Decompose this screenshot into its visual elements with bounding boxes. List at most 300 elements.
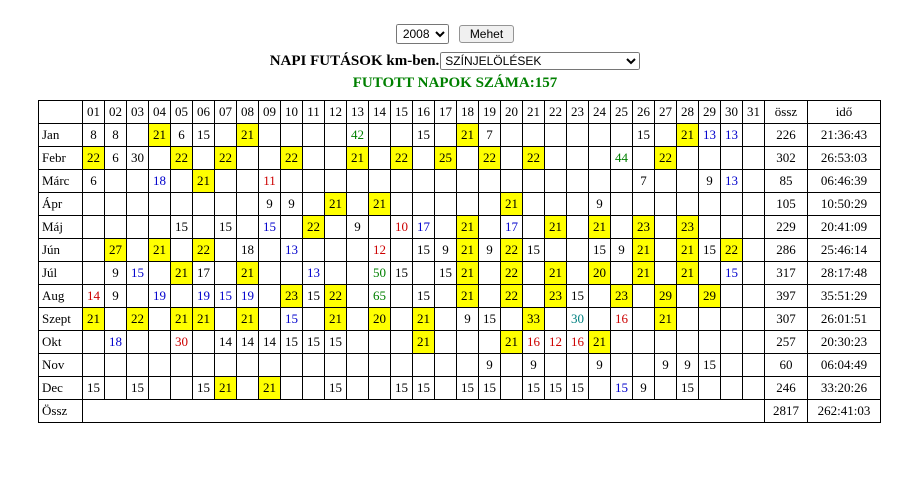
day-cell[interactable] [369,216,391,239]
day-cell[interactable] [105,308,127,331]
day-cell[interactable]: 22 [303,216,325,239]
day-cell[interactable]: 6 [171,124,193,147]
day-cell[interactable] [303,377,325,400]
day-cell[interactable]: 9 [281,193,303,216]
day-cell[interactable]: 9 [523,354,545,377]
day-cell[interactable] [303,308,325,331]
day-cell[interactable]: 21 [413,308,435,331]
day-cell[interactable]: 21 [589,216,611,239]
day-cell[interactable] [347,331,369,354]
day-cell[interactable] [611,216,633,239]
day-cell[interactable] [303,147,325,170]
day-cell[interactable]: 18 [149,170,171,193]
day-cell[interactable]: 30 [567,308,589,331]
day-cell[interactable] [743,262,765,285]
day-cell[interactable] [171,193,193,216]
day-cell[interactable] [523,124,545,147]
day-cell[interactable] [435,285,457,308]
day-cell[interactable]: 27 [105,239,127,262]
day-cell[interactable] [743,377,765,400]
day-cell[interactable] [127,331,149,354]
day-cell[interactable]: 22 [479,147,501,170]
day-cell[interactable] [281,216,303,239]
day-cell[interactable] [611,170,633,193]
day-cell[interactable] [237,377,259,400]
day-cell[interactable]: 30 [127,147,149,170]
day-cell[interactable]: 9 [677,354,699,377]
day-cell[interactable] [347,285,369,308]
day-cell[interactable] [699,147,721,170]
day-cell[interactable]: 18 [105,331,127,354]
day-cell[interactable] [699,377,721,400]
day-cell[interactable]: 22 [721,239,743,262]
day-cell[interactable] [567,124,589,147]
day-cell[interactable]: 7 [633,170,655,193]
day-cell[interactable]: 21 [677,124,699,147]
day-cell[interactable] [545,308,567,331]
day-cell[interactable] [259,308,281,331]
day-cell[interactable] [501,308,523,331]
day-cell[interactable] [435,193,457,216]
day-cell[interactable]: 15 [171,216,193,239]
day-cell[interactable]: 13 [281,239,303,262]
day-cell[interactable]: 15 [303,331,325,354]
day-cell[interactable] [721,308,743,331]
day-cell[interactable] [677,331,699,354]
day-cell[interactable] [83,354,105,377]
day-cell[interactable]: 21 [237,124,259,147]
day-cell[interactable] [743,193,765,216]
day-cell[interactable] [523,216,545,239]
day-cell[interactable]: 19 [193,285,215,308]
day-cell[interactable] [259,262,281,285]
day-cell[interactable]: 15 [281,308,303,331]
day-cell[interactable] [259,239,281,262]
day-cell[interactable]: 15 [721,262,743,285]
day-cell[interactable]: 15 [413,239,435,262]
day-cell[interactable]: 33 [523,308,545,331]
day-cell[interactable] [391,170,413,193]
day-cell[interactable] [105,354,127,377]
day-cell[interactable]: 21 [215,377,237,400]
day-cell[interactable] [149,216,171,239]
day-cell[interactable] [281,377,303,400]
day-cell[interactable] [237,170,259,193]
day-cell[interactable] [347,354,369,377]
day-cell[interactable] [413,354,435,377]
day-cell[interactable]: 9 [347,216,369,239]
day-cell[interactable] [413,147,435,170]
day-cell[interactable]: 15 [413,377,435,400]
day-cell[interactable] [677,170,699,193]
day-cell[interactable] [149,193,171,216]
day-cell[interactable] [567,170,589,193]
day-cell[interactable] [171,285,193,308]
day-cell[interactable] [303,354,325,377]
day-cell[interactable]: 9 [105,285,127,308]
day-cell[interactable] [677,285,699,308]
day-cell[interactable]: 21 [193,308,215,331]
day-cell[interactable]: 44 [611,147,633,170]
day-cell[interactable]: 11 [259,170,281,193]
day-cell[interactable] [457,170,479,193]
day-cell[interactable] [325,147,347,170]
day-cell[interactable] [171,170,193,193]
day-cell[interactable] [83,239,105,262]
day-cell[interactable] [655,239,677,262]
day-cell[interactable]: 50 [369,262,391,285]
day-cell[interactable] [149,262,171,285]
day-cell[interactable]: 20 [369,308,391,331]
day-cell[interactable]: 15 [391,262,413,285]
day-cell[interactable] [743,331,765,354]
day-cell[interactable]: 16 [611,308,633,331]
day-cell[interactable] [237,193,259,216]
day-cell[interactable] [105,193,127,216]
day-cell[interactable]: 17 [501,216,523,239]
day-cell[interactable] [347,262,369,285]
day-cell[interactable] [479,193,501,216]
day-cell[interactable]: 15 [633,124,655,147]
day-cell[interactable] [523,170,545,193]
day-cell[interactable]: 21 [149,239,171,262]
day-cell[interactable] [633,193,655,216]
day-cell[interactable]: 23 [545,285,567,308]
day-cell[interactable] [127,193,149,216]
day-cell[interactable]: 21 [149,124,171,147]
day-cell[interactable] [743,354,765,377]
day-cell[interactable] [435,124,457,147]
day-cell[interactable]: 17 [193,262,215,285]
day-cell[interactable]: 15 [677,377,699,400]
day-cell[interactable]: 15 [457,377,479,400]
day-cell[interactable]: 15 [413,124,435,147]
day-cell[interactable] [435,331,457,354]
day-cell[interactable] [281,262,303,285]
day-cell[interactable] [655,124,677,147]
day-cell[interactable] [435,377,457,400]
day-cell[interactable]: 13 [303,262,325,285]
day-cell[interactable] [545,170,567,193]
day-cell[interactable] [677,147,699,170]
day-cell[interactable] [149,331,171,354]
day-cell[interactable]: 22 [325,285,347,308]
day-cell[interactable] [369,354,391,377]
day-cell[interactable]: 20 [589,262,611,285]
day-cell[interactable] [743,170,765,193]
day-cell[interactable] [501,377,523,400]
day-cell[interactable]: 13 [721,170,743,193]
day-cell[interactable] [633,308,655,331]
day-cell[interactable] [149,147,171,170]
day-cell[interactable] [391,308,413,331]
day-cell[interactable] [523,285,545,308]
day-cell[interactable] [435,354,457,377]
day-cell[interactable] [435,308,457,331]
day-cell[interactable]: 9 [589,354,611,377]
day-cell[interactable]: 21 [325,308,347,331]
day-cell[interactable]: 15 [523,377,545,400]
day-cell[interactable]: 15 [391,377,413,400]
day-cell[interactable]: 9 [457,308,479,331]
day-cell[interactable] [743,147,765,170]
day-cell[interactable] [523,262,545,285]
day-cell[interactable]: 21 [171,308,193,331]
day-cell[interactable]: 17 [413,216,435,239]
day-cell[interactable] [457,331,479,354]
day-cell[interactable]: 23 [281,285,303,308]
day-cell[interactable]: 15 [215,285,237,308]
day-cell[interactable]: 9 [699,170,721,193]
day-cell[interactable] [303,193,325,216]
day-cell[interactable] [721,377,743,400]
day-cell[interactable] [479,216,501,239]
day-cell[interactable] [589,308,611,331]
day-cell[interactable] [149,377,171,400]
day-cell[interactable]: 6 [105,147,127,170]
day-cell[interactable]: 29 [699,285,721,308]
day-cell[interactable] [545,239,567,262]
day-cell[interactable] [303,170,325,193]
day-cell[interactable] [325,262,347,285]
day-cell[interactable]: 16 [567,331,589,354]
day-cell[interactable] [721,193,743,216]
day-cell[interactable]: 7 [479,124,501,147]
day-cell[interactable]: 22 [171,147,193,170]
day-cell[interactable]: 22 [655,147,677,170]
day-cell[interactable] [611,124,633,147]
day-cell[interactable] [633,147,655,170]
day-cell[interactable] [193,147,215,170]
day-cell[interactable]: 21 [457,262,479,285]
day-cell[interactable]: 16 [523,331,545,354]
day-cell[interactable] [369,147,391,170]
day-cell[interactable]: 22 [501,262,523,285]
day-cell[interactable]: 21 [655,308,677,331]
day-cell[interactable] [457,193,479,216]
day-cell[interactable] [325,124,347,147]
day-cell[interactable]: 23 [677,216,699,239]
day-cell[interactable] [479,170,501,193]
day-cell[interactable]: 25 [435,147,457,170]
day-cell[interactable]: 22 [523,147,545,170]
day-cell[interactable] [193,193,215,216]
day-cell[interactable] [281,170,303,193]
day-cell[interactable] [259,354,281,377]
day-cell[interactable]: 21 [369,193,391,216]
day-cell[interactable]: 15 [193,377,215,400]
day-cell[interactable]: 15 [325,377,347,400]
day-cell[interactable] [699,331,721,354]
day-cell[interactable] [611,262,633,285]
day-cell[interactable]: 21 [589,331,611,354]
day-cell[interactable] [83,331,105,354]
day-cell[interactable]: 15 [435,262,457,285]
day-cell[interactable] [149,354,171,377]
day-cell[interactable] [699,262,721,285]
day-cell[interactable] [171,239,193,262]
day-cell[interactable] [127,239,149,262]
day-cell[interactable]: 22 [193,239,215,262]
day-cell[interactable] [479,262,501,285]
day-cell[interactable] [237,354,259,377]
day-cell[interactable]: 9 [479,354,501,377]
day-cell[interactable] [545,193,567,216]
day-cell[interactable] [83,262,105,285]
day-cell[interactable] [171,377,193,400]
day-cell[interactable]: 15 [545,377,567,400]
day-cell[interactable] [237,147,259,170]
day-cell[interactable]: 15 [523,239,545,262]
day-cell[interactable]: 21 [677,262,699,285]
day-cell[interactable]: 15 [567,285,589,308]
day-cell[interactable] [215,193,237,216]
day-cell[interactable]: 18 [237,239,259,262]
legend-select[interactable] [440,52,640,70]
day-cell[interactable] [413,262,435,285]
day-cell[interactable] [171,354,193,377]
day-cell[interactable] [633,354,655,377]
day-cell[interactable] [479,331,501,354]
day-cell[interactable]: 21 [171,262,193,285]
day-cell[interactable] [369,170,391,193]
day-cell[interactable] [589,285,611,308]
day-cell[interactable]: 9 [259,193,281,216]
day-cell[interactable] [281,354,303,377]
day-cell[interactable] [677,193,699,216]
day-cell[interactable] [391,354,413,377]
day-cell[interactable] [457,147,479,170]
day-cell[interactable] [611,193,633,216]
day-cell[interactable]: 21 [237,262,259,285]
day-cell[interactable] [303,239,325,262]
day-cell[interactable] [655,331,677,354]
day-cell[interactable] [347,170,369,193]
day-cell[interactable] [325,170,347,193]
day-cell[interactable]: 21 [501,193,523,216]
day-cell[interactable] [127,285,149,308]
day-cell[interactable] [347,193,369,216]
day-cell[interactable] [743,308,765,331]
day-cell[interactable] [501,147,523,170]
day-cell[interactable] [303,124,325,147]
day-cell[interactable] [655,377,677,400]
day-cell[interactable] [347,308,369,331]
day-cell[interactable]: 15 [325,331,347,354]
year-select[interactable] [396,24,449,44]
day-cell[interactable]: 15 [567,377,589,400]
day-cell[interactable]: 12 [369,239,391,262]
day-cell[interactable]: 15 [589,239,611,262]
day-cell[interactable]: 21 [413,331,435,354]
day-cell[interactable] [567,262,589,285]
day-cell[interactable]: 21 [457,216,479,239]
day-cell[interactable]: 30 [171,331,193,354]
day-cell[interactable]: 21 [457,239,479,262]
day-cell[interactable] [589,124,611,147]
day-cell[interactable] [435,216,457,239]
day-cell[interactable] [589,170,611,193]
day-cell[interactable]: 14 [259,331,281,354]
day-cell[interactable] [545,354,567,377]
day-cell[interactable]: 9 [655,354,677,377]
day-cell[interactable]: 15 [193,124,215,147]
day-cell[interactable] [655,170,677,193]
day-cell[interactable]: 10 [391,216,413,239]
day-cell[interactable] [127,354,149,377]
day-cell[interactable] [259,285,281,308]
day-cell[interactable]: 15 [479,377,501,400]
day-cell[interactable] [589,147,611,170]
day-cell[interactable] [347,239,369,262]
day-cell[interactable]: 21 [237,308,259,331]
day-cell[interactable] [567,239,589,262]
day-cell[interactable] [325,216,347,239]
day-cell[interactable] [391,331,413,354]
day-cell[interactable] [523,193,545,216]
day-cell[interactable] [743,216,765,239]
day-cell[interactable]: 21 [457,285,479,308]
day-cell[interactable]: 9 [633,377,655,400]
day-cell[interactable] [83,216,105,239]
day-cell[interactable] [699,193,721,216]
day-cell[interactable]: 22 [83,147,105,170]
day-cell[interactable] [413,170,435,193]
day-cell[interactable]: 13 [699,124,721,147]
day-cell[interactable]: 21 [633,239,655,262]
day-cell[interactable]: 15 [127,262,149,285]
day-cell[interactable] [325,354,347,377]
day-cell[interactable]: 65 [369,285,391,308]
day-cell[interactable] [391,285,413,308]
day-cell[interactable]: 15 [303,285,325,308]
day-cell[interactable]: 21 [545,216,567,239]
day-cell[interactable] [633,331,655,354]
day-cell[interactable]: 15 [413,285,435,308]
day-cell[interactable]: 23 [611,285,633,308]
day-cell[interactable]: 21 [545,262,567,285]
day-cell[interactable] [743,239,765,262]
day-cell[interactable] [127,216,149,239]
day-cell[interactable] [567,216,589,239]
day-cell[interactable] [215,239,237,262]
day-cell[interactable] [721,331,743,354]
day-cell[interactable]: 22 [127,308,149,331]
day-cell[interactable]: 9 [435,239,457,262]
day-cell[interactable] [149,308,171,331]
day-cell[interactable]: 22 [215,147,237,170]
day-cell[interactable] [215,170,237,193]
day-cell[interactable]: 15 [83,377,105,400]
day-cell[interactable]: 14 [83,285,105,308]
day-cell[interactable] [369,331,391,354]
day-cell[interactable]: 21 [457,124,479,147]
day-cell[interactable] [347,377,369,400]
go-button[interactable]: Mehet [459,25,514,43]
day-cell[interactable]: 22 [391,147,413,170]
day-cell[interactable] [699,216,721,239]
day-cell[interactable]: 15 [699,239,721,262]
day-cell[interactable] [435,170,457,193]
day-cell[interactable]: 9 [479,239,501,262]
day-cell[interactable] [325,239,347,262]
day-cell[interactable] [391,239,413,262]
day-cell[interactable]: 21 [633,262,655,285]
day-cell[interactable] [127,124,149,147]
day-cell[interactable] [259,147,281,170]
day-cell[interactable]: 23 [633,216,655,239]
day-cell[interactable]: 21 [259,377,281,400]
